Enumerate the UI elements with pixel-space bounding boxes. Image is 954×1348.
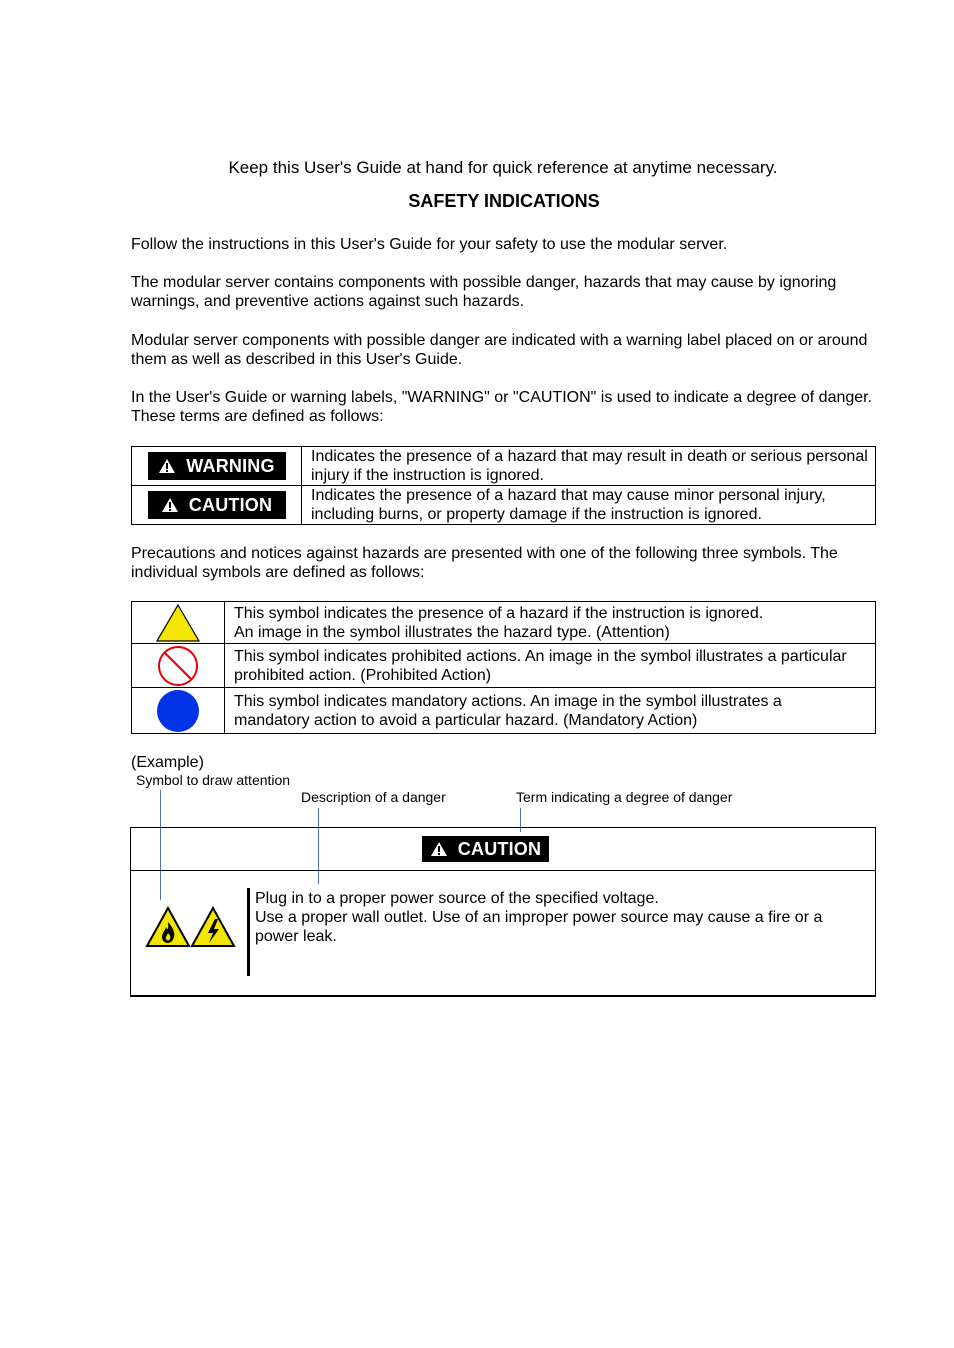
example-box xyxy=(130,827,876,997)
callout-attention: Symbol to draw attention xyxy=(136,772,291,788)
description-bar xyxy=(247,888,250,976)
caution-label xyxy=(148,491,286,519)
warning-definition: Indicates the presence of a hazard that may result in death or serious personal injury if the instruction is ignored. xyxy=(311,448,868,484)
example-line-2: Use a proper wall outlet. Use of an improper power source may cause a fire or a xyxy=(255,909,823,926)
symbols-intro: Precautions and notices against hazards are presented with one of the following three symbols. The individual symbols are defined as follows: xyxy=(131,545,838,581)
prohibited-circle-icon xyxy=(156,645,200,687)
term-row-caution xyxy=(132,486,876,525)
prohibited-desc-line2: prohibited action. (Prohibited Action) xyxy=(234,666,492,684)
attention-desc-line1: This symbol indicates the presence of a hazard if the instruction is ignored. xyxy=(234,604,764,622)
attention-triangle-icon xyxy=(155,603,201,643)
example-description xyxy=(255,889,855,946)
term-row-warning xyxy=(132,447,876,486)
example-caution-label xyxy=(422,836,549,862)
mandatory-circle-icon xyxy=(155,689,201,733)
example-caution-text: CAUTION xyxy=(457,838,542,859)
callout-term: Term indicating a degree of danger xyxy=(516,789,733,805)
example-line-3: power leak. xyxy=(255,928,337,945)
mandatory-desc-line1: This symbol indicates mandatory actions. An image in the symbol illustrates a xyxy=(234,692,782,710)
paragraph-4: In the User's Guide or warning labels, "WARNING" or "CAUTION" is used to indicate a degree of danger. These terms are defined as follows: xyxy=(131,389,873,425)
warning-triangle-icon xyxy=(158,458,176,474)
caution-definition: Indicates the presence of a hazard that may cause minor personal injury, including burns, or property damage if the instruction is ignored. xyxy=(311,487,826,523)
terms-table xyxy=(131,446,876,525)
symbols-table xyxy=(131,601,876,734)
paragraph-2: The modular server contains components with possible danger, hazards that may cause by ignoring warnings, and preventive actions against such hazards. xyxy=(131,274,837,310)
paragraph-1: Follow the instructions in this User's Guide for your safety to use the modular server. xyxy=(131,236,728,253)
caution-label-text: CAUTION xyxy=(188,494,273,515)
intro-text: Keep this User's Guide at hand for quick reference at anytime necessary. xyxy=(228,158,778,177)
example-heading: (Example) xyxy=(131,754,204,771)
symbol-row-prohibited xyxy=(132,644,876,688)
example-divider xyxy=(131,870,875,871)
symbol-row-mandatory xyxy=(132,688,876,734)
page-title: SAFETY INDICATIONS xyxy=(408,191,600,211)
fire-hazard-icon xyxy=(145,906,191,948)
warning-label-text: WARNING xyxy=(186,455,275,476)
attention-desc-line2: An image in the symbol illustrates the hazard type. (Attention) xyxy=(234,623,670,641)
caution-triangle-icon xyxy=(161,497,179,513)
prohibited-desc-line1: This symbol indicates prohibited actions. An image in the symbol illustrates a particular xyxy=(234,647,847,665)
mandatory-desc-line2: mandatory action to avoid a particular hazard. (Mandatory Action) xyxy=(234,711,698,729)
symbol-row-attention xyxy=(132,602,876,644)
electric-shock-icon xyxy=(190,906,236,948)
warning-label xyxy=(148,452,286,480)
example-line-1: Plug in to a proper power source of the specified voltage. xyxy=(255,890,659,907)
paragraph-3: Modular server components with possible danger are indicated with a warning label placed on or around them as well as described in this User's Guide. xyxy=(131,332,868,368)
caution-triangle-icon xyxy=(430,841,448,857)
callout-description: Description of a danger xyxy=(301,789,446,805)
